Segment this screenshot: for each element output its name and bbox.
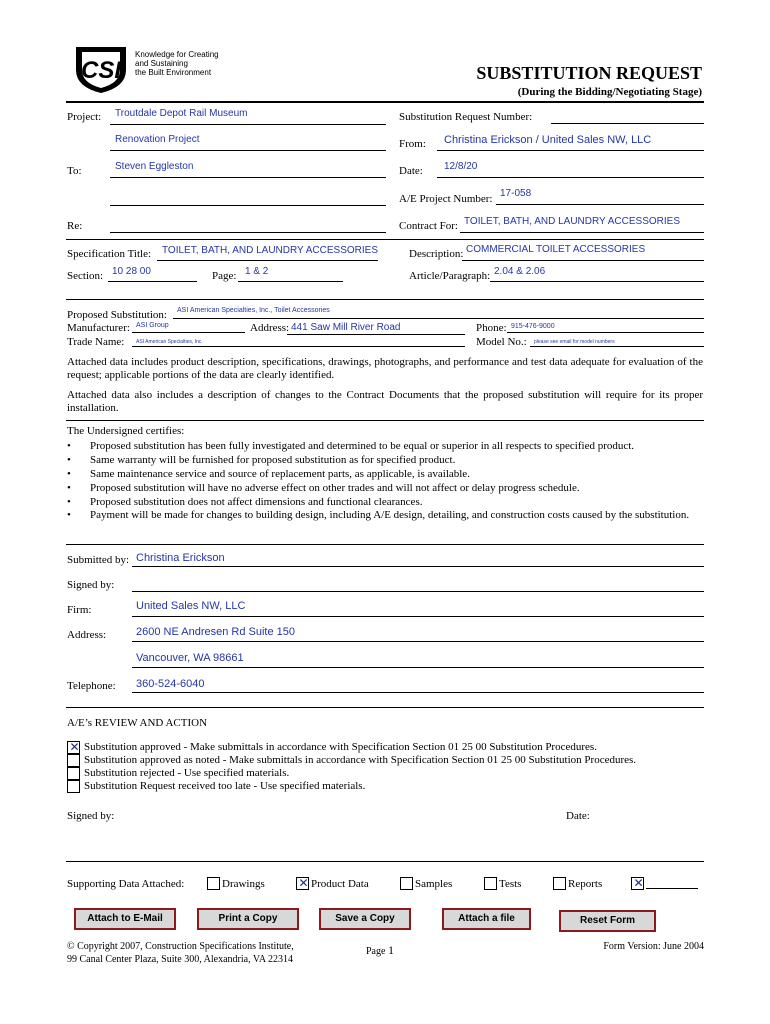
tagline-line: and Sustaining <box>135 59 188 68</box>
section-label: Section: <box>67 270 104 282</box>
description-field[interactable]: COMMERCIAL TOILET ACCESSORIES <box>466 244 646 255</box>
from-label: From: <box>399 138 426 150</box>
certifies-heading: The Undersigned certifies: <box>67 425 185 437</box>
attached-data-paragraph-2: Attached data also includes a description of changes to the Contract Documents that the proposed substitution will require for its proper installation. <box>67 389 703 414</box>
review-option-label: Substitution approved as noted - Make submittals in accordance with Specification Section 01 25 00 Substitution Procedures. <box>84 754 637 766</box>
divider <box>66 101 704 103</box>
telephone-underline <box>132 692 704 693</box>
supporting-item-label: Samples <box>415 878 453 890</box>
date-underline <box>437 177 704 178</box>
review-option-label: Substitution approved - Make submittals in accordance with Specification Section 01 25 00 Substitution Procedures. <box>84 741 597 753</box>
section-field[interactable]: 10 28 00 <box>112 266 151 277</box>
review-approved-as-noted-checkbox[interactable] <box>67 754 80 767</box>
check-mark-icon: ✕ <box>69 740 80 754</box>
submitter-address-line2-field[interactable]: Vancouver, WA 98661 <box>136 652 244 664</box>
date-label: Date: <box>399 165 423 177</box>
samples-checkbox[interactable] <box>400 877 413 890</box>
supporting-data-label: Supporting Data Attached: <box>67 878 185 890</box>
review-option-label: Substitution Request received too late - Use specified materials. <box>84 780 366 792</box>
check-mark-icon: ✕ <box>298 876 309 890</box>
certification-item: • Proposed substitution does not affect dimensions and functional clearances. <box>66 495 703 509</box>
submitter-address-label: Address: <box>67 629 107 641</box>
divider <box>66 420 704 421</box>
ae-project-label: A/E Project Number: <box>399 193 493 205</box>
save-copy-button[interactable]: Save a Copy <box>319 908 411 930</box>
page-label: Page: <box>212 270 237 282</box>
form-subtitle: (During the Bidding/Negotiating Stage) <box>517 86 702 98</box>
manufacturer-field[interactable]: ASI Group <box>136 322 169 329</box>
article-field[interactable]: 2.04 & 2.06 <box>494 266 546 277</box>
copyright <box>67 940 294 966</box>
manufacturer-label: Manufacturer: <box>67 322 130 334</box>
divider <box>66 861 704 862</box>
page-field[interactable]: 1 & 2 <box>245 266 269 277</box>
supporting-item-label: Product Data <box>311 878 369 890</box>
address-underline <box>287 334 465 335</box>
spec-title-field[interactable]: TOILET, BATH, AND LAUNDRY ACCESSORIES <box>162 245 378 256</box>
review-date-label: Date: <box>566 810 590 822</box>
submitter-address-underline-1 <box>132 641 704 642</box>
signed-by-label: Signed by: <box>67 579 115 591</box>
signed-by-field[interactable] <box>132 591 704 592</box>
certification-item: • Same maintenance service and source of replacement parts, as applicable, is available. <box>66 467 703 481</box>
to-underline <box>110 177 386 178</box>
review-approved-checkbox[interactable] <box>67 741 80 754</box>
proposed-label: Proposed Substitution: <box>67 309 167 321</box>
model-field[interactable]: please see email for model numbers <box>534 339 615 345</box>
contract-for-underline <box>460 232 704 233</box>
divider <box>66 707 704 708</box>
csi-logo <box>72 44 130 94</box>
logo-tagline <box>135 50 219 77</box>
certification-list <box>66 439 703 522</box>
contract-for-field[interactable]: TOILET, BATH, AND LAUNDRY ACCESSORIES <box>464 216 680 227</box>
review-too-late-checkbox[interactable] <box>67 780 80 793</box>
supporting-item-label: Reports <box>568 878 603 890</box>
phone-label: Phone: <box>476 322 507 334</box>
sr-number-label: Substitution Request Number: <box>399 111 533 123</box>
to-field[interactable]: Steven Eggleston <box>115 161 194 172</box>
certification-item: • Proposed substitution will have no adverse effect on other trades and will not affect or delay progress schedule. <box>66 481 703 495</box>
description-label: Description: <box>409 248 464 260</box>
page-indicator <box>366 943 394 958</box>
attached-data-paragraph-1: Attached data includes product description, specifications, drawings, photographs, and performance and test data adequate for evaluation of the request; applicable portions of the data are clearly identified. <box>67 356 703 381</box>
firm-underline <box>132 616 704 617</box>
logo-letters: CSI <box>80 57 122 84</box>
review-heading: A/E’s REVIEW AND ACTION <box>67 717 208 729</box>
article-label: Article/Paragraph: <box>409 270 491 282</box>
proposed-underline <box>173 318 704 319</box>
date-field[interactable]: 12/8/20 <box>444 161 478 172</box>
certification-item: • Payment will be made for changes to building design, including A/E design, detailing, and construction costs caused by the substitution. <box>66 509 703 522</box>
copyright-line1: © Copyright 2007, Construction Specifications Institute, <box>67 941 294 952</box>
submitted-by-field[interactable]: Christina Erickson <box>136 552 225 564</box>
model-label: Model No.: <box>476 336 527 348</box>
review-rejected-checkbox[interactable] <box>67 767 80 780</box>
drawings-checkbox[interactable] <box>207 877 220 890</box>
spec-title-label: Specification Title: <box>67 248 152 260</box>
manufacturer-underline <box>132 332 245 333</box>
form-version: Form Version: June 2004 <box>603 941 704 952</box>
review-option-label: Substitution rejected - Use specified materials. <box>84 767 290 779</box>
telephone-label: Telephone: <box>67 680 116 692</box>
form-title: SUBSTITUTION REQUEST <box>476 63 702 83</box>
telephone-field[interactable]: 360-524-6040 <box>136 678 205 690</box>
article-underline <box>490 281 704 282</box>
tests-checkbox[interactable] <box>484 877 497 890</box>
proposed-field[interactable]: ASI American Specialties, Inc., Toilet Accessories <box>177 307 330 314</box>
firm-field[interactable]: United Sales NW, LLC <box>136 600 246 612</box>
page-number: 1 <box>387 943 394 957</box>
reset-form-button[interactable]: Reset Form <box>559 910 656 932</box>
to-underline-2 <box>110 205 386 206</box>
sr-number-field[interactable] <box>551 123 704 124</box>
spec-title-underline <box>157 260 378 261</box>
project-line2-field[interactable]: Renovation Project <box>115 134 200 145</box>
model-underline <box>530 346 704 347</box>
divider <box>66 239 704 240</box>
project-line1-underline <box>110 124 386 125</box>
to-label: To: <box>67 165 82 177</box>
review-signed-by-label: Signed by: <box>67 810 115 822</box>
check-mark-icon: ✕ <box>633 876 644 890</box>
submitted-by-label: Submitted by: <box>67 554 130 566</box>
other-checkbox[interactable] <box>631 877 644 890</box>
copyright-line2: 99 Canal Center Plaza, Suite 300, Alexandria, VA 22314 <box>67 954 293 965</box>
section-underline <box>108 281 197 282</box>
certification-item: • Same warranty will be furnished for proposed substitution as for specified product. <box>66 453 703 467</box>
attach-to-email-button[interactable]: Attach to E-Mail <box>74 908 176 930</box>
page-underline <box>238 281 343 282</box>
from-field[interactable]: Christina Erickson / United Sales NW, LLC <box>444 134 652 146</box>
page-indicator-label: Page <box>366 946 386 957</box>
project-label: Project: <box>67 111 102 123</box>
address-field[interactable]: 441 Saw Mill River Road <box>291 322 401 333</box>
trade-name-field[interactable]: ASI American Specialties, Inc. <box>136 339 203 345</box>
attach-file-button[interactable]: Attach a file <box>442 908 531 930</box>
phone-underline <box>507 332 704 333</box>
phone-field[interactable]: 915-476-9000 <box>511 323 555 330</box>
divider <box>66 299 704 300</box>
trade-name-label: Trade Name: <box>67 336 125 348</box>
supporting-item-label: Drawings <box>222 878 265 890</box>
other-underline[interactable] <box>646 888 698 889</box>
submitter-address-line1-field[interactable]: 2600 NE Andresen Rd Suite 150 <box>136 626 296 638</box>
supporting-item-label: Tests <box>499 878 522 890</box>
ae-project-field[interactable]: 17-058 <box>500 188 532 199</box>
project-line1-field[interactable]: Troutdale Depot Rail Museum <box>115 108 248 119</box>
tagline-line: Knowledge for Creating <box>135 50 219 59</box>
submitted-by-underline <box>132 566 704 567</box>
firm-label: Firm: <box>67 604 92 616</box>
product-data-checkbox[interactable] <box>296 877 309 890</box>
ae-project-underline <box>496 204 704 205</box>
divider <box>66 544 704 545</box>
submitter-address-underline-2 <box>132 667 704 668</box>
print-copy-button[interactable]: Print a Copy <box>197 908 299 930</box>
re-label: Re: <box>67 220 83 232</box>
from-underline <box>437 150 704 151</box>
reports-checkbox[interactable] <box>553 877 566 890</box>
project-line2-underline <box>110 150 386 151</box>
description-underline <box>462 260 704 261</box>
certification-item: • Proposed substitution has been fully investigated and determined to be equal or superior in all respects to specified product. <box>66 439 703 453</box>
trade-name-underline <box>132 346 465 347</box>
re-underline <box>110 232 386 233</box>
address-label: Address: <box>250 322 290 334</box>
tagline-line: the Built Environment <box>135 68 212 77</box>
contract-for-label: Contract For: <box>399 220 458 232</box>
